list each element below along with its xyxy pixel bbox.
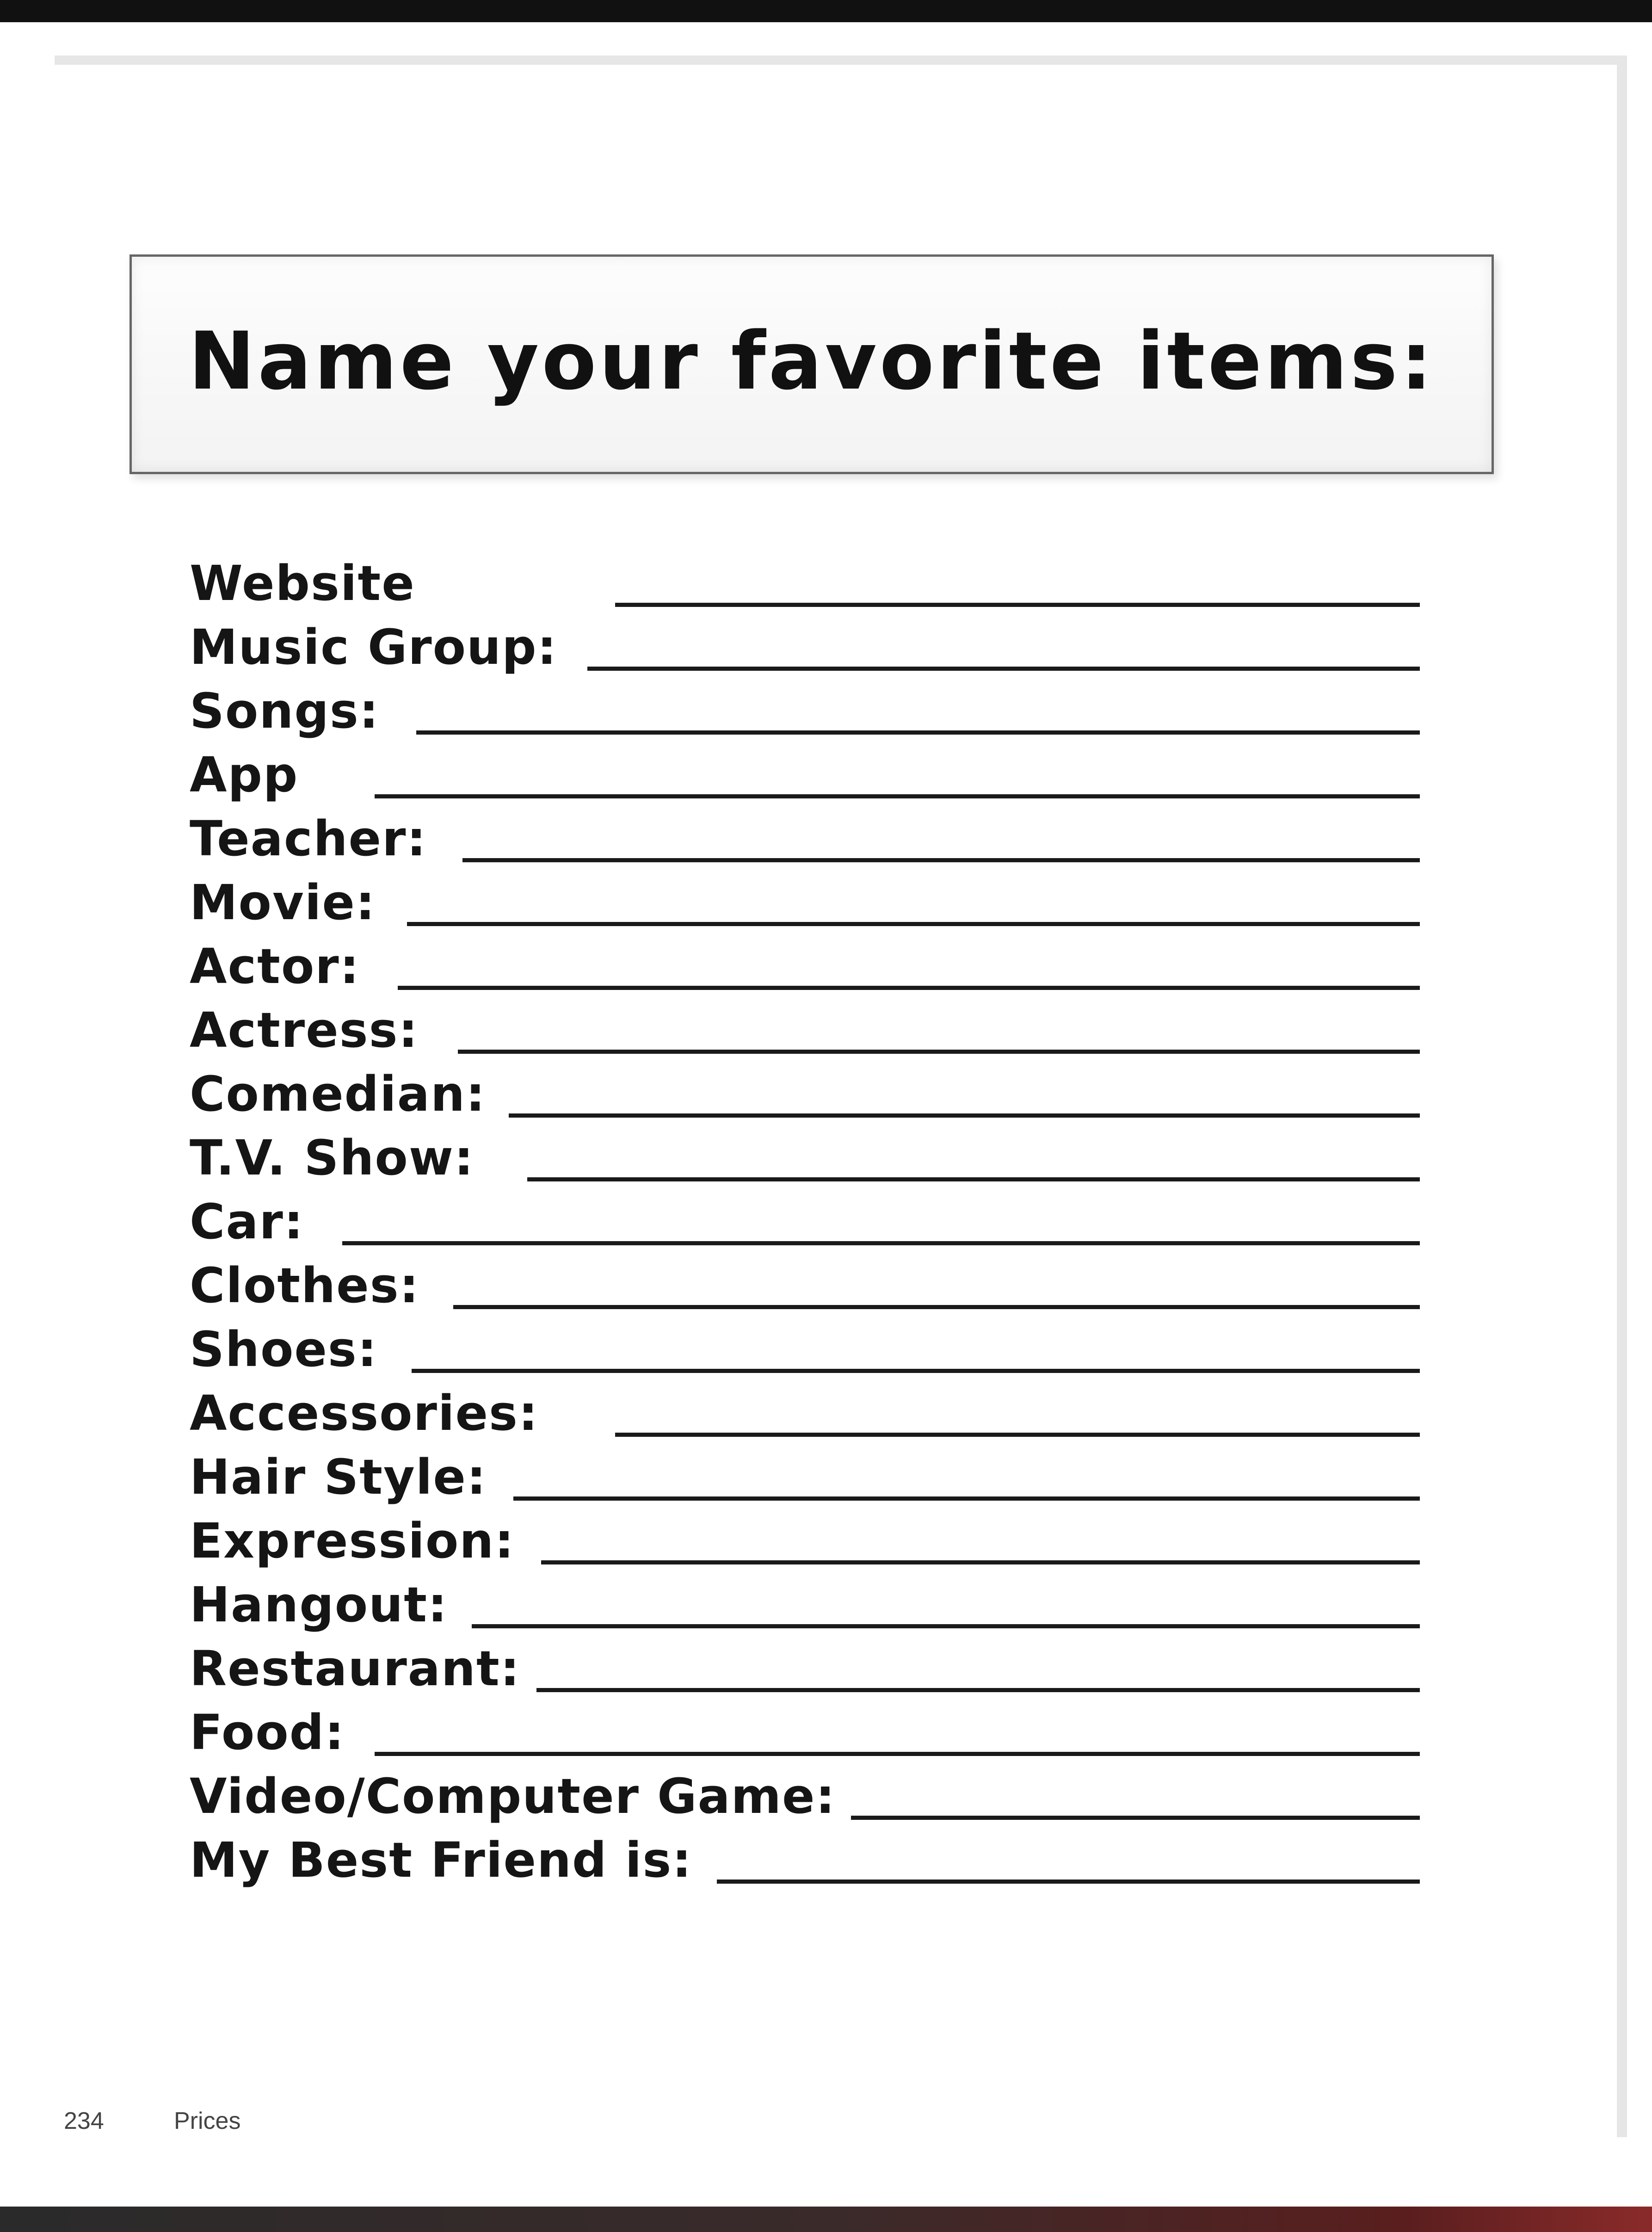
field-label: Music Group: xyxy=(190,619,558,675)
field-food xyxy=(190,1704,1420,1769)
field-restaurant xyxy=(190,1640,1420,1705)
answer-line[interactable] xyxy=(412,1369,1420,1373)
field-label: Songs: xyxy=(190,683,380,739)
scan-top-edge xyxy=(0,0,1652,22)
answer-line[interactable] xyxy=(453,1305,1420,1309)
field-best-friend xyxy=(190,1832,1420,1897)
answer-line[interactable] xyxy=(342,1241,1420,1245)
field-expression xyxy=(190,1513,1420,1577)
answer-line[interactable] xyxy=(472,1624,1420,1628)
answer-line[interactable] xyxy=(407,922,1420,926)
answer-line[interactable] xyxy=(513,1496,1420,1501)
field-clothes xyxy=(190,1257,1420,1322)
field-shoes xyxy=(190,1321,1420,1386)
field-label: Hangout: xyxy=(190,1577,448,1633)
field-label: Clothes: xyxy=(190,1257,420,1314)
field-video-computer-game xyxy=(190,1768,1420,1833)
field-accessories xyxy=(190,1385,1420,1450)
field-app xyxy=(190,747,1420,811)
answer-line[interactable] xyxy=(509,1113,1420,1118)
answer-line[interactable] xyxy=(398,986,1420,990)
answer-line[interactable] xyxy=(541,1560,1420,1564)
field-label: Actress: xyxy=(190,1002,419,1058)
field-hair-style xyxy=(190,1449,1420,1514)
footer-section: Prices xyxy=(174,2108,241,2134)
page-title: Name your favorite items: xyxy=(188,315,1435,408)
field-actress xyxy=(190,1002,1420,1067)
page-number: 234 xyxy=(64,2108,104,2134)
field-tv-show xyxy=(190,1130,1420,1194)
field-teacher xyxy=(190,810,1420,875)
answer-line[interactable] xyxy=(375,1752,1420,1756)
field-label: Actor: xyxy=(190,938,360,995)
field-comedian xyxy=(190,1066,1420,1131)
field-songs xyxy=(190,683,1420,748)
field-music-group xyxy=(190,619,1420,684)
field-label: Shoes: xyxy=(190,1321,378,1378)
scan-bottom-edge xyxy=(0,2207,1652,2232)
field-label: App xyxy=(190,747,299,803)
field-label: Hair Style: xyxy=(190,1449,487,1505)
answer-line[interactable] xyxy=(416,730,1420,735)
field-label: T.V. Show: xyxy=(190,1130,475,1186)
answer-line[interactable] xyxy=(851,1816,1420,1820)
answer-line[interactable] xyxy=(536,1688,1420,1692)
field-label: Comedian: xyxy=(190,1066,486,1122)
answer-line[interactable] xyxy=(375,794,1420,798)
field-label: Food: xyxy=(190,1704,345,1761)
field-hangout xyxy=(190,1577,1420,1641)
answer-line[interactable] xyxy=(615,1433,1420,1437)
field-car xyxy=(190,1193,1420,1258)
answer-line[interactable] xyxy=(717,1880,1420,1884)
field-website xyxy=(190,555,1420,620)
answer-line[interactable] xyxy=(462,858,1420,862)
field-label: Movie: xyxy=(190,874,376,931)
field-label: Video/Computer Game: xyxy=(190,1768,836,1824)
field-movie xyxy=(190,874,1420,939)
answer-line[interactable] xyxy=(458,1050,1420,1054)
field-label: My Best Friend is: xyxy=(190,1832,692,1888)
answer-line[interactable] xyxy=(527,1177,1420,1181)
title-box xyxy=(129,254,1494,474)
answer-line[interactable] xyxy=(587,667,1420,671)
field-label: Accessories: xyxy=(190,1385,539,1441)
field-label: Teacher: xyxy=(190,810,427,867)
field-label: Website xyxy=(190,555,415,612)
answer-line[interactable] xyxy=(615,603,1420,607)
field-label: Car: xyxy=(190,1193,304,1250)
field-actor xyxy=(190,938,1420,1003)
field-label: Expression: xyxy=(190,1513,515,1569)
field-label: Restaurant: xyxy=(190,1640,521,1697)
